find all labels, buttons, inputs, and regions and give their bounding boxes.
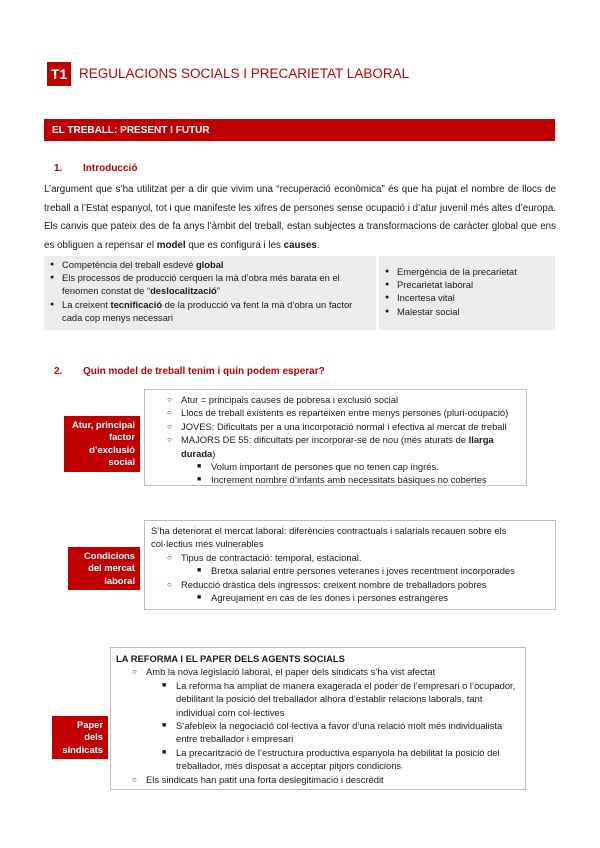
intro-text-b: que es configura i les <box>185 239 284 251</box>
intro-number: 1. <box>54 163 63 174</box>
atur-item: ○ JOVES: Dificultats per a una incorporació normal i efectiva al mercat de treball <box>151 420 520 433</box>
intro-text-a: L’argument que s’ha utilitzat per a dir que vivim una “recuperació econòmica” és que ha pujat el nombre de llocs de treball a l’Estat espanyol, tot i que manifeste les xifres de persones sense ocupació i d’atur juvenil més altes d’europa. Els canvis que pateix des de fa anys l’àmbit del treball, estan subjectes a transformacions de caràcter global que ens es obliguen a repensar el <box>44 184 556 251</box>
intro-paragraph <box>44 181 556 255</box>
model-heading-text: Quin model de treball tenim i quin podem esperar? <box>83 366 325 377</box>
model-number: 2. <box>54 366 63 377</box>
sindicats-item: ○ Amb la nova legislació laboral, el paper dels sindicats s’ha vist afectat ■ La reforma ha ampliat de manera exagerada el poder de l’empresari o l’ocupador, debilitant la posició del treballador alhora d’establir relacions laborals, tant individual com col·lectives ■ S’afebleix la negociació col·lectiva a favor d’una relació molt més individualista entre treballador i empresari ■ La precarització de l’estructura productiva espanyola ha debilitat la posició del treballador, més disposat a acceptar pitjors condicions <box>116 665 520 772</box>
effect-item: ● Incertesa vital <box>383 291 551 304</box>
effect-item: ● Precarietat laboral <box>383 278 551 291</box>
mercat-item: ○ Reducció dràstica dels ingressos: creixent nombre de treballadors pobres ■ Agreujament en cas de les dones i persones estrangeres <box>151 578 549 605</box>
intro-bold-causes: causes <box>283 239 317 251</box>
sindicats-box <box>110 647 526 790</box>
intro-bold-model: model <box>156 239 186 251</box>
mercat-sub-item: ■ Bretxa salarial entre persones veteranes i joves recentment incorporades <box>181 564 549 577</box>
effect-item: ● Emergència de la precarietat <box>383 265 551 278</box>
topic-badge: T1 <box>47 62 71 86</box>
section-title: EL TREBALL: PRESENT I FUTUR <box>52 124 210 136</box>
intro-text-c: . <box>316 239 320 251</box>
sindicats-sub-item: ■ La precarització de l’estructura productiva espanyola ha debilitat la posició del treballador, més disposat a acceptar pitjors condicions <box>146 746 520 773</box>
mercat-box <box>144 520 556 610</box>
effects-box <box>379 256 555 330</box>
atur-label: Atur, principal factor d’exclusió social <box>64 416 140 472</box>
mercat-intro: S’ha deteriorat el mercat laboral: diferències contractuals i salarials recauen sobre els col·lectius més vulnerables <box>151 525 507 550</box>
atur-item: ○ Llocs de treball existents es reparteixen entre menys persones (pluri-ocupació) <box>151 406 520 419</box>
atur-sub-item: ■ Increment nombre d’infants amb necessitats bàsiques no cobertes <box>181 473 520 486</box>
atur-item: ○ Atur = principals causes de pobresa i exclusió social <box>151 393 520 406</box>
mercat-sub-item: ■ Agreujament en cas de les dones i persones estrangeres <box>181 591 549 604</box>
effect-item: ● Malestar social <box>383 305 551 318</box>
causes-box <box>44 256 376 330</box>
atur-box <box>144 389 527 486</box>
atur-sub-item: ■ Volum important de persones que no tenen cap ingrés. <box>181 460 520 473</box>
intro-heading-text: Introducció <box>83 163 138 174</box>
mercat-label: Condicions del mercat laboral <box>68 547 140 590</box>
section-bar <box>44 119 555 141</box>
model-heading <box>54 366 325 377</box>
mercat-item: ○ Tipus de contractació: temporal, estacional. ■ Bretxa salarial entre persones veteranes i joves recentment incorporades <box>151 551 549 578</box>
cause-item-3: ● La creixent tecnificació de la producció va fent la mà d’obra un factor cada cop menys necessari <box>48 298 372 324</box>
intro-heading <box>54 163 137 174</box>
sindicats-sub-item: ■ S’afebleix la negociació col·lectiva a favor d’una relació molt més individualista entre treballador i empresari <box>146 719 520 746</box>
document-title: REGULACIONS SOCIALS I PRECARIETAT LABORAL <box>79 66 410 81</box>
cause-item-2: ● Els processos de producció cerquen la mà d’obra més barata en el fenomen constat de “deslocalització” <box>48 271 372 297</box>
sindicats-item: ○ Els sindicats han patit una forta deslegitimació i descrèdit <box>116 773 520 786</box>
cause-item-1: ● Competència del treball esdevé global <box>48 258 372 271</box>
atur-item-majors: ○ MAJORS DE 55: dificultats per incorporar-se de nou (més aturats de llarga durada) ■ Volum important de persones que no tenen cap ingrés. ■ Increment nombre d’infants amb necessitats bàsiques no cobertes <box>151 433 520 487</box>
sindicats-label: Paper dels sindicats <box>52 716 108 759</box>
sindicats-sub-item: ■ La reforma ha ampliat de manera exagerada el poder de l’empresari o l’ocupador, debilitant la posició del treballador alhora d’establir relacions laborals, tant individual com col·lectives <box>146 679 520 719</box>
sindicats-title: LA REFORMA I EL PAPER DELS AGENTS SOCIALS <box>116 653 345 664</box>
